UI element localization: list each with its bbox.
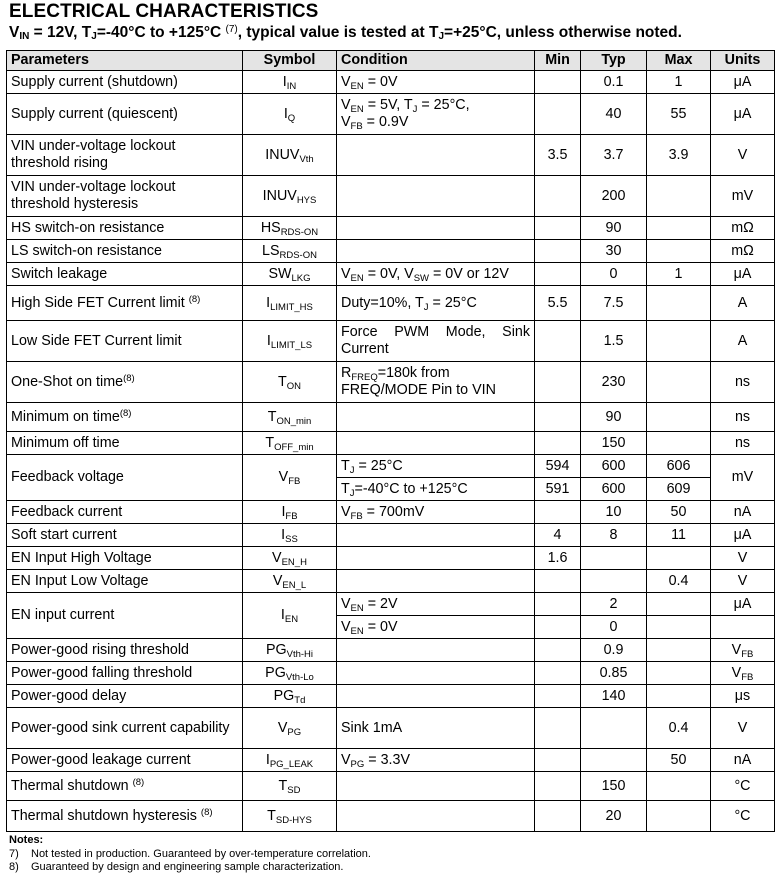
param-cell: Thermal shutdown hysteresis $^{(8)}$ <box>7 801 243 832</box>
typ-cell: 140 <box>581 685 647 708</box>
unit-cell: °C <box>711 801 775 832</box>
electrical-characteristics-table <box>6 50 775 832</box>
max-cell <box>647 286 711 321</box>
symbol-cell: $I_{PG\_LEAK}$ <box>243 749 337 772</box>
unit-cell: mV <box>711 176 775 217</box>
table-row <box>7 403 775 432</box>
max-cell: 50 <box>647 501 711 524</box>
typ-cell: 30 <box>581 240 647 263</box>
typ-cell: 2 <box>581 593 647 616</box>
symbol-cell: $LS_{RDS-ON}$ <box>243 240 337 263</box>
param-cell: LS switch-on resistance <box>7 240 243 263</box>
min-cell <box>535 685 581 708</box>
condition-cell <box>337 801 535 832</box>
table-row <box>7 135 775 176</box>
param-cell: Feedback current <box>7 501 243 524</box>
unit-cell: mV <box>711 455 775 501</box>
max-cell: 0.4 <box>647 708 711 749</box>
unit-cell: μA <box>711 94 775 135</box>
min-cell <box>535 570 581 593</box>
header-units: Units <box>711 51 775 71</box>
symbol-cell: $I_{LIMIT\_HS}$ <box>243 286 337 321</box>
table-row <box>7 240 775 263</box>
max-cell: 11 <box>647 524 711 547</box>
note-item: 7) Not tested in production. Guaranteed by over-temperature correlation. <box>9 847 371 860</box>
table-row <box>7 455 775 478</box>
param-cell: Low Side FET Current limit <box>7 321 243 362</box>
unit-cell: μs <box>711 685 775 708</box>
param-cell: Soft start current <box>7 524 243 547</box>
param-cell: Power-good delay <box>7 685 243 708</box>
typ-cell: 3.7 <box>581 135 647 176</box>
unit-cell: mΩ <box>711 217 775 240</box>
min-cell <box>535 321 581 362</box>
symbol-cell: $I_{EN}$ <box>243 593 337 639</box>
max-cell <box>647 662 711 685</box>
max-cell <box>647 639 711 662</box>
unit-cell: μA <box>711 71 775 94</box>
unit-cell: nA <box>711 749 775 772</box>
table-header-row <box>7 51 775 71</box>
typ-cell: 40 <box>581 94 647 135</box>
typ-cell: 150 <box>581 772 647 801</box>
param-cell: EN Input Low Voltage <box>7 570 243 593</box>
max-cell <box>647 403 711 432</box>
param-cell: Switch leakage <box>7 263 243 286</box>
typ-cell: 0.1 <box>581 71 647 94</box>
unit-cell: V <box>711 708 775 749</box>
condition-cell <box>337 524 535 547</box>
max-cell <box>647 685 711 708</box>
condition-cell <box>337 432 535 455</box>
symbol-cell: $T_{ON}$ <box>243 362 337 403</box>
table-row <box>7 639 775 662</box>
table-row <box>7 547 775 570</box>
typ-cell: 90 <box>581 217 647 240</box>
condition-cell <box>337 135 535 176</box>
typ-cell: 150 <box>581 432 647 455</box>
table-row <box>7 708 775 749</box>
symbol-cell: $V_{FB}$ <box>243 455 337 501</box>
param-cell: One-Shot on time$^{(8)}$ <box>7 362 243 403</box>
max-cell <box>647 321 711 362</box>
max-cell <box>647 772 711 801</box>
max-cell <box>647 432 711 455</box>
min-cell <box>535 639 581 662</box>
param-cell: EN input current <box>7 593 243 639</box>
max-cell <box>647 217 711 240</box>
section-title: ELECTRICAL CHARACTERISTICS <box>9 1 319 22</box>
param-cell: Feedback voltage <box>7 455 243 501</box>
condition-cell: $V_{EN} = 0V$ <box>337 71 535 94</box>
min-cell <box>535 94 581 135</box>
unit-cell: V <box>711 570 775 593</box>
condition-cell <box>337 547 535 570</box>
condition-cell <box>337 321 535 362</box>
symbol-cell: $T_{OFF\_min}$ <box>243 432 337 455</box>
typ-cell: 90 <box>581 403 647 432</box>
condition-line: Current <box>341 341 389 357</box>
typ-cell: 230 <box>581 362 647 403</box>
symbol-cell: $SW_{LKG}$ <box>243 263 337 286</box>
param-cell: HS switch-on resistance <box>7 217 243 240</box>
table-row <box>7 570 775 593</box>
table-row <box>7 263 775 286</box>
symbol-cell: $INUV_{HYS}$ <box>243 176 337 217</box>
param-cell: VIN under-voltage lockout threshold rising <box>7 135 243 176</box>
condition-cell: $R_{FREQ}=180k$ from FREQ/MODE Pin to VIN <box>337 362 535 403</box>
param-cell: Supply current (shutdown) <box>7 71 243 94</box>
typ-cell: 7.5 <box>581 286 647 321</box>
min-cell <box>535 176 581 217</box>
unit-cell: V <box>711 135 775 176</box>
condition-cell: $V_{EN} = 5V$, $T_J = 25^\circ C$, $V_{FB} = 0.9V$ <box>337 94 535 135</box>
min-cell <box>535 772 581 801</box>
table-row <box>7 286 775 321</box>
condition-cell: $V_{EN} = 0V$ <box>337 616 535 639</box>
typ-cell <box>581 570 647 593</box>
symbol-cell: $V_{EN\_L}$ <box>243 570 337 593</box>
min-cell <box>535 71 581 94</box>
param-cell: Power-good sink current capability <box>7 708 243 749</box>
condition-cell: Duty=10%, $T_J = 25^\circ C$ <box>337 286 535 321</box>
table-row <box>7 362 775 403</box>
condition-cell <box>337 176 535 217</box>
unit-cell: μA <box>711 524 775 547</box>
symbol-cell: $PG_{Vth-Lo}$ <box>243 662 337 685</box>
unit-cell: $V_{FB}$ <box>711 662 775 685</box>
condition-cell: $T_J=-40^\circ C$ to +125°C <box>337 478 535 501</box>
typ-cell: 200 <box>581 176 647 217</box>
symbol-cell: $PG_{Vth-Hi}$ <box>243 639 337 662</box>
typ-cell: 0.9 <box>581 639 647 662</box>
typ-cell: 10 <box>581 501 647 524</box>
min-cell: 5.5 <box>535 286 581 321</box>
typ-cell: 20 <box>581 801 647 832</box>
param-cell: Minimum on time$^{(8)}$ <box>7 403 243 432</box>
unit-cell: A <box>711 321 775 362</box>
param-cell: Power-good leakage current <box>7 749 243 772</box>
typ-cell <box>581 547 647 570</box>
param-cell: Power-good rising threshold <box>7 639 243 662</box>
param-cell: EN Input High Voltage <box>7 547 243 570</box>
notes-section <box>9 834 371 875</box>
table-row <box>7 321 775 362</box>
unit-cell: °C <box>711 772 775 801</box>
min-cell: 4 <box>535 524 581 547</box>
table-row <box>7 772 775 801</box>
min-cell <box>535 217 581 240</box>
symbol-cell: $I_{FB}$ <box>243 501 337 524</box>
max-cell: 55 <box>647 94 711 135</box>
symbol-cell: $HS_{RDS-ON}$ <box>243 217 337 240</box>
param-cell: Supply current (quiescent) <box>7 94 243 135</box>
typ-cell: 0 <box>581 263 647 286</box>
symbol-cell: $T_{ON\_min}$ <box>243 403 337 432</box>
symbol-cell: $PG_{Td}$ <box>243 685 337 708</box>
min-cell: 594 <box>535 455 581 478</box>
min-cell <box>535 362 581 403</box>
min-cell <box>535 662 581 685</box>
table-row <box>7 71 775 94</box>
typ-cell: 0.85 <box>581 662 647 685</box>
condition-cell: $V_{FB} = 700mV$ <box>337 501 535 524</box>
header-min: Min <box>535 51 581 71</box>
symbol-cell: $V_{EN\_H}$ <box>243 547 337 570</box>
condition-cell <box>337 403 535 432</box>
unit-cell: $V_{FB}$ <box>711 639 775 662</box>
table-row <box>7 801 775 832</box>
condition-cell: $V_{PG} = 3.3V$ <box>337 749 535 772</box>
condition-cell <box>337 685 535 708</box>
condition-cell <box>337 217 535 240</box>
notes-title: Notes: <box>9 834 44 846</box>
symbol-cell: $T_{SD-HYS}$ <box>243 801 337 832</box>
min-cell <box>535 240 581 263</box>
typ-cell: 0 <box>581 616 647 639</box>
typ-cell: 600 <box>581 478 647 501</box>
typ-cell <box>581 708 647 749</box>
max-cell: 609 <box>647 478 711 501</box>
unit-cell <box>711 616 775 639</box>
condition-cell <box>337 240 535 263</box>
symbol-cell: $I_{LIMIT\_LS}$ <box>243 321 337 362</box>
symbol-cell: $I_Q$ <box>243 94 337 135</box>
param-cell: Minimum off time <box>7 432 243 455</box>
note-item: 8) Guaranteed by design and engineering sample characterization. <box>9 861 344 873</box>
min-cell: 3.5 <box>535 135 581 176</box>
symbol-cell: $INUV_{Vth}$ <box>243 135 337 176</box>
typ-cell: 1.5 <box>581 321 647 362</box>
max-cell: 3.9 <box>647 135 711 176</box>
min-cell <box>535 749 581 772</box>
unit-cell: A <box>711 286 775 321</box>
table-row <box>7 176 775 217</box>
min-cell: 591 <box>535 478 581 501</box>
unit-cell: nA <box>711 501 775 524</box>
symbol-cell: $I_{SS}$ <box>243 524 337 547</box>
table-row <box>7 593 775 616</box>
max-cell <box>647 176 711 217</box>
test-conditions-subtitle: $V_{IN} = 12V$, $T_J=-40^\circ C$ to +125°C $^{(7)}$, typical value is tested at $T_J=+25^\circ C$, unless otherwise noted. <box>9 24 682 42</box>
max-cell <box>647 593 711 616</box>
table-row <box>7 685 775 708</box>
max-cell <box>647 616 711 639</box>
max-cell: 50 <box>647 749 711 772</box>
typ-cell: 8 <box>581 524 647 547</box>
table-row <box>7 662 775 685</box>
typ-cell: 600 <box>581 455 647 478</box>
table-row <box>7 501 775 524</box>
param-cell: VIN under-voltage lockout threshold hysteresis <box>7 176 243 217</box>
min-cell <box>535 801 581 832</box>
max-cell: 1 <box>647 71 711 94</box>
condition-cell <box>337 662 535 685</box>
condition-cell: $T_J = 25^\circ C$ <box>337 455 535 478</box>
table-row <box>7 749 775 772</box>
param-cell: Thermal shutdown $^{(8)}$ <box>7 772 243 801</box>
max-cell <box>647 362 711 403</box>
max-cell <box>647 547 711 570</box>
min-cell <box>535 403 581 432</box>
table-row <box>7 217 775 240</box>
condition-cell: $V_{EN} = 0V$, $V_{SW} = 0V$ or 12V <box>337 263 535 286</box>
header-symbol: Symbol <box>243 51 337 71</box>
unit-cell: μA <box>711 263 775 286</box>
unit-cell: μA <box>711 593 775 616</box>
param-cell: Power-good falling threshold <box>7 662 243 685</box>
max-cell <box>647 801 711 832</box>
min-cell <box>535 616 581 639</box>
table-row <box>7 432 775 455</box>
symbol-cell: $I_{IN}$ <box>243 71 337 94</box>
unit-cell: mΩ <box>711 240 775 263</box>
min-cell <box>535 593 581 616</box>
unit-cell: ns <box>711 403 775 432</box>
header-condition: Condition <box>337 51 535 71</box>
max-cell: 0.4 <box>647 570 711 593</box>
condition-cell: $V_{EN} = 2V$ <box>337 593 535 616</box>
table-row <box>7 94 775 135</box>
max-cell: 606 <box>647 455 711 478</box>
header-parameters: Parameters <box>7 51 243 71</box>
header-typ: Typ <box>581 51 647 71</box>
symbol-cell: $V_{PG}$ <box>243 708 337 749</box>
typ-cell <box>581 749 647 772</box>
unit-cell: ns <box>711 432 775 455</box>
min-cell <box>535 263 581 286</box>
unit-cell: V <box>711 547 775 570</box>
condition-cell <box>337 570 535 593</box>
min-cell <box>535 501 581 524</box>
unit-cell: ns <box>711 362 775 403</box>
min-cell <box>535 708 581 749</box>
symbol-cell: $T_{SD}$ <box>243 772 337 801</box>
condition-cell: Sink 1mA <box>337 708 535 749</box>
table-row <box>7 524 775 547</box>
header-max: Max <box>647 51 711 71</box>
min-cell <box>535 432 581 455</box>
max-cell <box>647 240 711 263</box>
condition-cell <box>337 639 535 662</box>
max-cell: 1 <box>647 263 711 286</box>
min-cell: 1.6 <box>535 547 581 570</box>
param-cell: High Side FET Current limit $^{(8)}$ <box>7 286 243 321</box>
condition-cell <box>337 772 535 801</box>
condition-line: Force PWM Mode, Sink <box>341 324 530 340</box>
